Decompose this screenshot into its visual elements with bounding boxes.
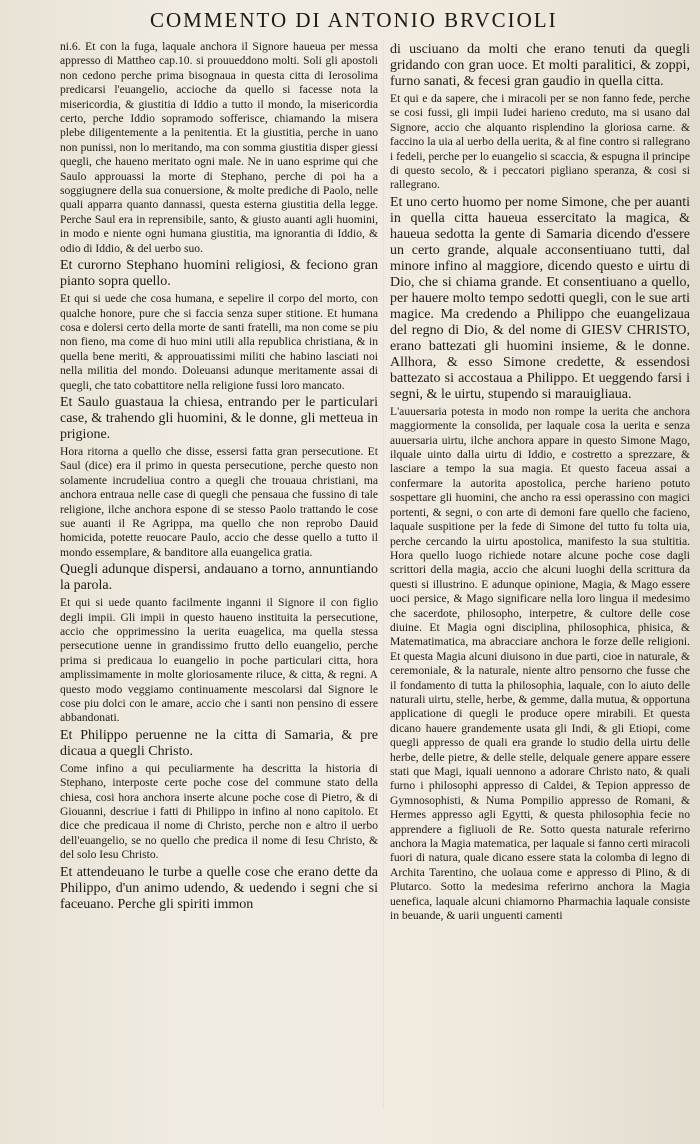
scripture-lemma: Et Saulo guastaua la chiesa, entrando per le particulari case, & trahendo gli huomini, & le donne, gli metteua in prigione. xyxy=(60,394,378,442)
scripture-lemma: Quegli adunque dispersi, andauano a torno, annuntiando la parola. xyxy=(60,562,378,594)
scripture-lemma: Et attendeuano le turbe a quelle cose che erano dette da Philippo, d'un animo udendo, & uedendo i segni che si faceuano. Perche gli spiriti immon xyxy=(60,864,378,912)
commentary-paragraph: Et qui e da sapere, che i miracoli per se non fanno fede, perche se cosi fussi, gli impii Iudei harieno creduto, ma si usano dal Signore, accio che alquanto risplendino la gloriosa carne. & faccino la uia al uerbo della uerita, & al fine contro si rallegrano i fedeli, perche per lo euangelio si scaccia, & espugna il principe di questo secolo, & i peccatori pigliano speranza, & cosi si rallegrano. xyxy=(390,92,690,192)
commentary-paragraph: Et qui si uede che cosa humana, e sepelire il corpo del morto, con qualche honore, pure che si faccia senza super stitione. Et humana cosa e dolersi certo della morte de santi fratelli, ma non come se piu non fieno, ma come di huo mini utili alla republica christiana, & in quella bene meriti, & approuatissimi militi che habino lasciati noi nella militia del mondo. Doleuansi adunque meritamente assai di quegli, che tato cobattitore nella religione fussi loro mancato. xyxy=(60,292,378,392)
commentary-paragraph: Come infino a qui peculiarmente ha descritta la historia di Stephano, interposte certe poche cose del commune stato della chiesa, cosi hora anchora inserte alcune poche cose di Pietro, & di Giouanni, descriue i fatti di Philippo in infino al nono capitolo. Et dice che predicaua il nome di Christo, perche non e altro il uerbo dell'euangelio, se no quello che predica il nome di Iesu Christo, & del solo Iesu Christo. xyxy=(60,761,378,862)
scripture-lemma: Et curorno Stephano huomini religiosi, & feciono gran pianto sopra quello. xyxy=(60,258,378,290)
commentary-paragraph: L'auuersaria potesta in modo non rompe la uerita che anchora maggiormente la consolida, per laquale cosa la uerita e senza auuersaria uirtu, ilche anchora appare in questo Simone Mago, ilquale uinto dalla uirtu di Iddio, e costretto a sprezzare, & lasciare a tempo la sua magia. Et questo faceua assai a confermare la autorita apostolica, perche harieno potuto sospettare gli huomini, che ancho ra essi operassino con magici portenti, & segni, o con arte di demoni fare quello che facieno, laquale suspitione per la fede di Simone del tutto fu tolta uia, perche cercando la uirtu apostolica, manifesto la sua stultitia. Hora quello luogo richiede notare alcune poche cose dagli scrittori della magia, accio che alcuni luoghi della scrittura da questi si illustrino. E adunque opinione, Magia, & Mago essere uoci persice, & Mago significare nella loro lingua il medesimo che sacerdote, philosopho, interpetre, & cultore delle cose diuine. Et Magia ogni disciplina, philosophica, phisica, & Matematimatica, ma abracciare anchora le forze delle religioni. Et questa Magia alcuni diuisono in due parti, cioe in naturale, & ceremoniale, & la naturale, niente altro pensorno che fusse che il fondamento di tutta la philosophia, laquale, con lo aiuto delle naturali uirtu, stelle, herbe, & gemme, dalla mutua, & opportuna applicatione di quegli le produce opere mirabili. Et questa dicano hauere grandemente usata gli Indi, & gli Etiopi, come quegli appresso de quali era grande lo studio della uirtu delle herbe, delle pietre, & delle stelle, delquale genere appare essere stati que Magi, iquali uennono a adorare Christo nato, & quali furno i philosophi appresso di Caldei, & Tepion appresso de Gymnosophisti, & Numa Pompilio appresso de Romani, & Hermes appresso agli Egytti, & questa philosophia fecie no apprendere a figliuoli de Re. Sotto questa naturale referirno anchora la Magia matematica, per laquale si fanno certi miracoli fuori di natura, quale dicano essere stata la colomba di legno di Archita Tarentino, che uolaua come e appresso di Plino, & di Plutarco. Sotto la medesima referirno anchora la Magia uenefica, laquale alcuni chiamorno Pharmachia laquale consiste in beuande, & uarii unguenti camenti xyxy=(390,404,690,923)
scripture-lemma: di usciuano da molti che erano tenuti da quegli gridando con gran uoce. Et molti paralitici, & zoppi, furno sanati, & fecesi gran gaudio in quella citta. xyxy=(390,42,690,89)
scripture-lemma: Et uno certo huomo per nome Simone, che per auanti in quella citta haueua essercitato la magica, & haueua sedotta la gente di Samaria dicendo d'essere un certo grande, alquale acconsentiuano tutti, dal minore infino al maggiore, dicendo questo e uirtu di Dio, che si chiama grande. Et consentiuano a quello, per hauere molto tempo sedotti quegli, con le sue arti magice. Ma credendo a Philippo che euangelizaua del regno di Dio, & del nome di GIESV CHRISTO, erano battezati gli huomini insieme, & le donne. Allhora, & esso Simone credette, & essendosi battezato si accostaua a Philippo. Et ueggendo farsi i segni, & le uirtu, stupendo si marauigliaua. xyxy=(390,194,690,402)
commentary-paragraph: Et qui si uede quanto facilmente inganni il Signore il con figlio degli impii. Gli impii in questo haueno instituita la persecutione, accio che opprimessino la uerita euagelica, ma quella stessa persecutione uenne in grandissimo frutto dello euangelio, perche prima si predicaua lo euangelio in poche particulari citta, hora amplissimamente in molte gloriosamente riluce, & citta, & regni. A questo modo veggiamo continuamente mescolarsi dal Signore le cose piu dolci con le amare, accio che i santi non pensino di essere abbandonati. xyxy=(60,596,378,725)
running-title: COMMENTO DI ANTONIO BRVCIOLI xyxy=(150,8,558,32)
scripture-lemma: Et Philippo peruenne ne la citta di Samaria, & pre dicaua a quegli Christo. xyxy=(60,727,378,759)
column-gutter xyxy=(383,40,384,1108)
left-text-column xyxy=(60,40,378,1108)
right-text-column xyxy=(390,40,690,1108)
commentary-paragraph: Hora ritorna a quello che disse, essersi fatta gran persecutione. Et Saul (dice) era il primo in questa persecutione, perche questo non solamente incrudeliua contro a quegli che trouaua christiani, ma anchora entraua nelle case di quegli che pensaua che fussino di tale religione, ilche anchora espone di se stesso Paolo trattando le cose sue auanti il Re Agrippa, ma quello che non reprobo Dauid homicida, potette reuocare Paulo, accio che desse quello a tutto il mondo essemplare, & banditore alla euangelica gratia. xyxy=(60,444,378,559)
commentary-paragraph: ni.6. Et con la fuga, laquale anchora il Signore haueua per messa appresso di Mattheo cap.10. si prouueddono molti. Soli gli apostoli non cedono perche prima bisognaua in questa citta di Ierosolima predicarsi l'euangelio, accioche da quello si facesse nota la misericordia, & giustitia di Iddio a tutto il mondo, la misericordia certo, perche Iddio sopramodo sofferisce, chiamando la misera plebe diligentemente a la penitentia. Et la giustitia, perche in uano non punissi, non lo meritando, ma con somma giustitia disper giessi quegli, che haueno meritato ogni male. Ne in uano esprime qui che Saulo approuassi la morte di Stephano, perche di poi ha a soggiugnere della sua conuersione, & molte prediche di Paolo, nelle quali apparra quanto dannassi, questa esterna giustitia della legge. Perche Saul era in reprensibile, santo, & giusto auanti agli huomini, in modo e niente ogni humana giustitia, ma ignorantia di Iddio, & odio di Iddio, & del uerbo suo. xyxy=(60,40,378,255)
